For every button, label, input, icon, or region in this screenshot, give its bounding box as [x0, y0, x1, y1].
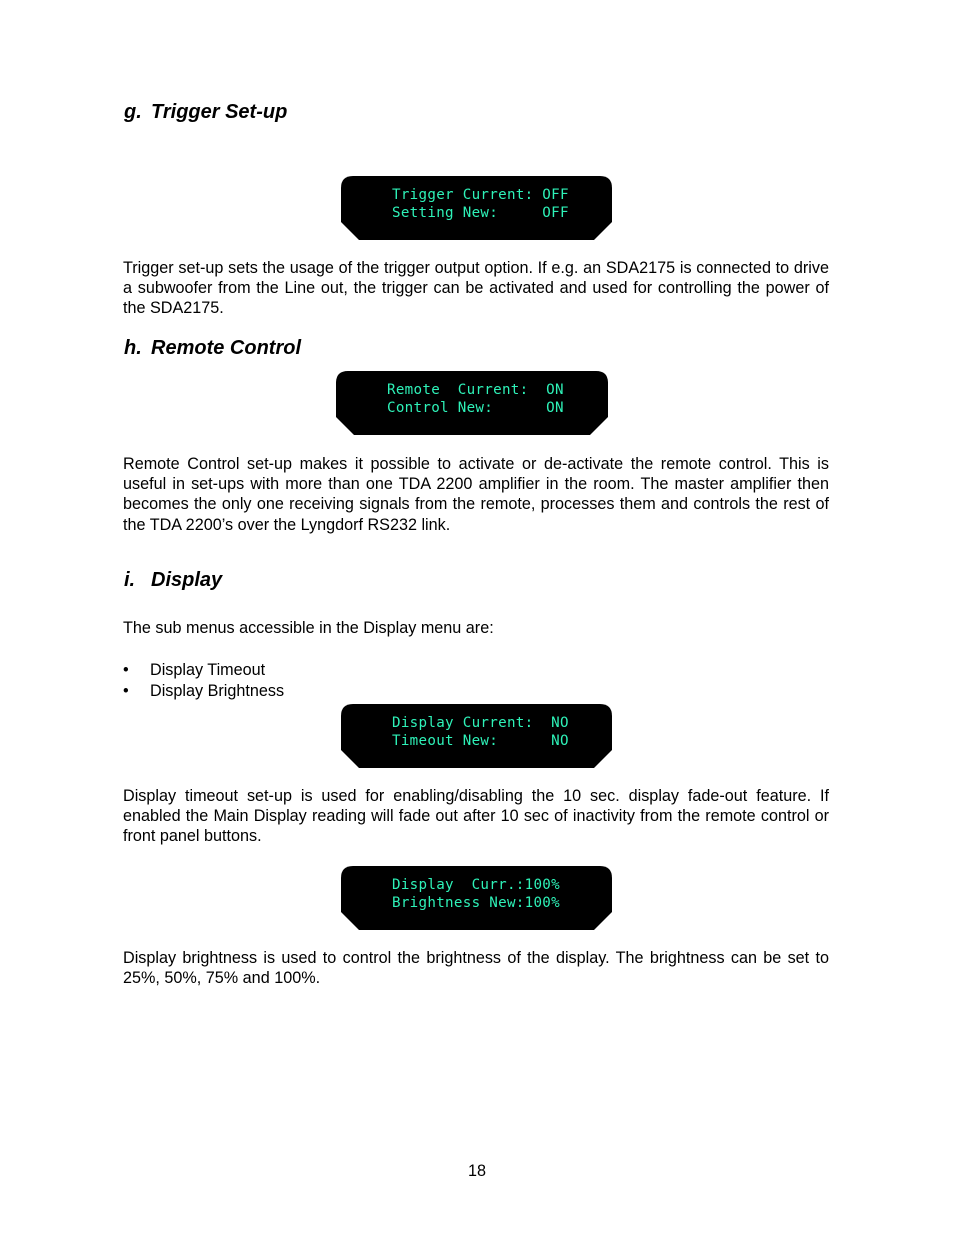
lcd-line-1: Remote Current: ON	[387, 382, 564, 398]
section-number: g.	[124, 101, 142, 123]
lcd-line-2: Timeout New: NO	[392, 732, 569, 749]
paragraph-trigger: Trigger set-up sets the usage of the trigger output option. If e.g. an SDA2175 is connected to drive a subwoofer from the Line out, the trigger can be activated and used for controlling the power of the SDA2175.	[123, 259, 829, 318]
list-item-label: Display Brightness	[150, 682, 285, 700]
lcd-line-2: Brightness New:100%	[392, 894, 560, 911]
section-heading-trigger-setup	[124, 100, 287, 124]
section-number: h.	[124, 337, 142, 359]
display-submenu-list	[123, 660, 284, 702]
section-heading-display	[124, 568, 222, 592]
lcd-display-brightness	[341, 866, 612, 930]
lcd-display-timeout	[341, 704, 612, 768]
section-title: Display	[151, 569, 223, 591]
lcd-line-2: Setting New: OFF	[392, 204, 569, 221]
section-number: i.	[124, 569, 136, 591]
list-item-label: Display Timeout	[150, 661, 266, 679]
lcd-line-1: Trigger Current: OFF	[392, 187, 569, 203]
page-number: 18	[467, 1162, 486, 1180]
paragraph-display-timeout: Display timeout set-up is used for enabling/disabling the 10 sec. display fade-out feature. If enabled the Main Display reading will fade out after 10 sec of inactivity from the remote control or front panel buttons.	[123, 787, 829, 846]
section-title: Remote Control	[151, 337, 301, 359]
section-title: Trigger Set-up	[151, 101, 288, 123]
lcd-line-1: Display Curr.:100%	[392, 877, 560, 893]
paragraph-display-brightness: Display brightness is used to control the brightness of the display. The brightness can be set to 25%, 50%, 75% and 100%.	[123, 949, 829, 988]
bullet: •	[123, 661, 129, 679]
lcd-line-2: Control New: ON	[387, 399, 564, 416]
lcd-line-1: Display Current: NO	[392, 715, 569, 731]
lcd-display-trigger	[341, 176, 612, 240]
list-item	[123, 681, 284, 702]
bullet: •	[123, 682, 129, 700]
section-heading-remote-control	[124, 336, 301, 360]
list-item	[123, 660, 284, 681]
paragraph-remote-control: Remote Control set-up makes it possible to activate or de-activate the remote control. This is useful in set-ups with more than one TDA 2200 amplifier in the room. The master amplifier then becomes the only one receiving signals from the remote, processes them and controls the rest of the TDA 2200’s over the Lyngdorf RS232 link.	[123, 455, 829, 534]
lcd-display-remote	[336, 371, 608, 435]
paragraph-display-intro: The sub menus accessible in the Display menu are:	[123, 619, 494, 637]
